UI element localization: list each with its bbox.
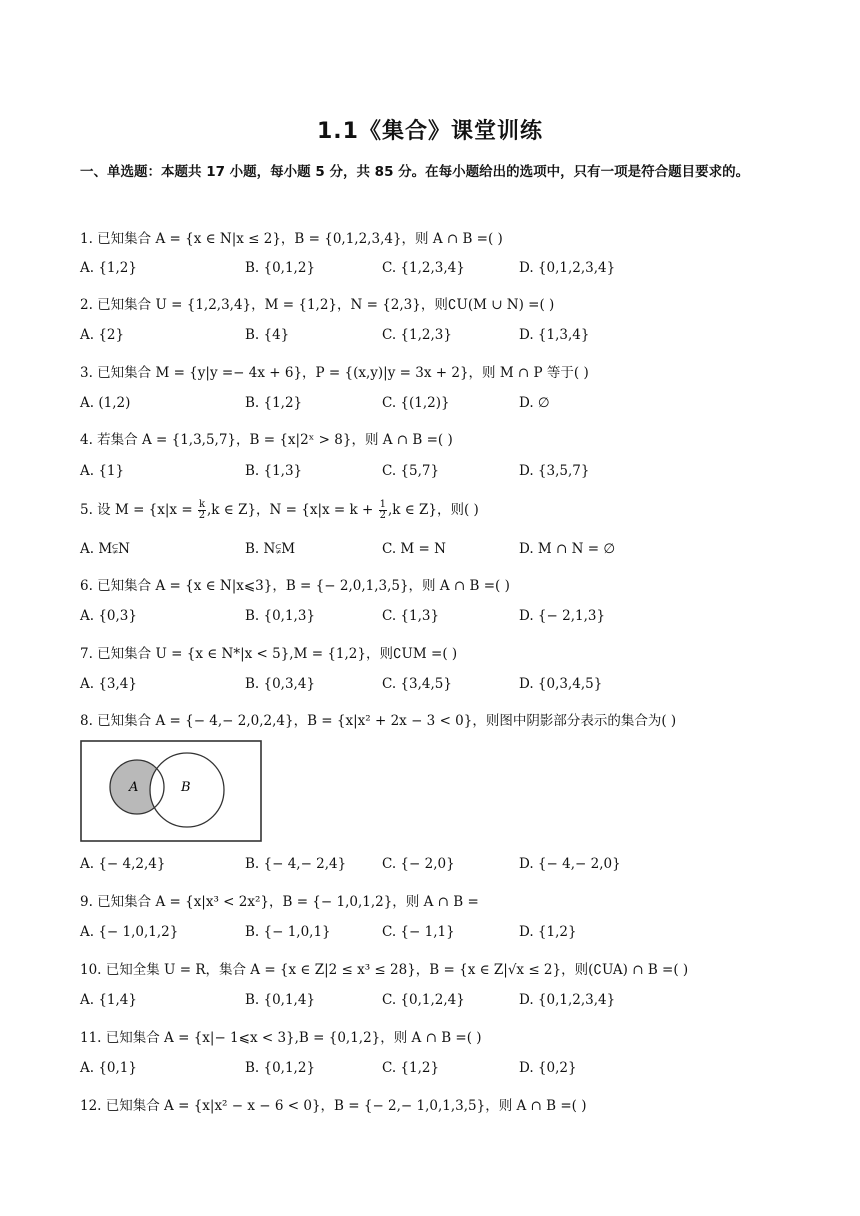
option-b: B. {0,3,4} [245, 676, 316, 692]
option-b: B. {− 1,0,1} [245, 924, 331, 940]
option-d: D. {0,1,2,3,4} [519, 992, 616, 1008]
option-c: C. {0,1,2,4} [382, 992, 465, 1008]
option-b: B. {− 4,− 2,4} [245, 856, 347, 872]
fraction-k-over-2 [198, 500, 206, 521]
question-7-options [80, 676, 780, 696]
set-a-label: A [129, 780, 139, 795]
option-d: D. {1,2} [519, 924, 577, 940]
question-9-stem: 9. 已知集合 A = {x|x³ < 2x²}，B = {− 1,0,1,2}，则 A ∩ B = [80, 894, 479, 910]
fraction-numerator: 1 [379, 499, 386, 510]
option-d: D. {0,2} [519, 1060, 577, 1076]
question-5-stem-after: ,k ∈ Z}，则( ) [387, 502, 479, 518]
question-2-stem: 2. 已知集合 U = {1,2,3,4}，M = {1,2}，N = {2,3}，则∁U(M ∪ N) =( ) [80, 297, 555, 313]
question-9-options [80, 924, 780, 944]
option-b: B. {1,2} [245, 395, 303, 411]
option-d: D. M ∩ N = ∅ [519, 541, 616, 557]
question-6-options [80, 608, 780, 628]
section-intro: 一、单选题：本题共 17 小题，每小题 5 分，共 85 分。在每小题给出的选项中，只有一项是符合题目要求的。 [80, 164, 750, 180]
option-b: B. {0,1,4} [245, 992, 316, 1008]
question-11-stem: 11. 已知集合 A = {x|− 1⩽x < 3},B = {0,1,2}，则 A ∩ B =( ) [80, 1030, 482, 1046]
question-5-options [80, 541, 780, 561]
page-title: 1.1《集合》课堂训练 [317, 119, 543, 144]
option-b: B. {1,3} [245, 463, 303, 479]
option-c: C. {1,3} [382, 608, 440, 624]
option-c: C. {− 1,1} [382, 924, 455, 940]
option-a: A. {− 1,0,1,2} [80, 924, 179, 940]
option-d: D. {1,3,4} [519, 327, 590, 343]
option-b: B. N⫋M [245, 541, 296, 557]
question-5-stem [80, 498, 479, 521]
option-a: A. {0,1} [80, 1060, 137, 1076]
option-c: C. {− 2,0} [382, 856, 455, 872]
option-a: A. {− 4,2,4} [80, 856, 166, 872]
option-d: D. {− 4,− 2,0} [519, 856, 621, 872]
option-b: B. {0,1,2} [245, 260, 316, 276]
option-d: D. {0,1,2,3,4} [519, 260, 616, 276]
option-d: D. ∅ [519, 395, 550, 411]
option-a: A. {1} [80, 463, 125, 479]
question-4-stem: 4. 若集合 A = {1,3,5,7}，B = {x|2ˣ > 8}，则 A ∩ B =( ) [80, 432, 453, 448]
option-a: A. {2} [80, 327, 125, 343]
question-10-stem: 10. 已知全集 U = R，集合 A = {x ∈ Z|2 ≤ x³ ≤ 28}，B = {x ∈ Z|√x ≤ 2}，则(∁UA) ∩ B =( ) [80, 962, 689, 978]
question-2-options [80, 327, 780, 347]
option-a: A. (1,2) [80, 395, 131, 411]
question-3-options [80, 395, 780, 415]
option-b: B. {4} [245, 327, 290, 343]
question-3-stem: 3. 已知集合 M = {y|y =− 4x + 6}，P = {(x,y)|y = 3x + 2}，则 M ∩ P 等于( ) [80, 365, 589, 381]
option-c: C. {5,7} [382, 463, 440, 479]
option-a: A. {1,2} [80, 260, 137, 276]
option-d: D. {0,3,4,5} [519, 676, 603, 692]
option-a: A. {1,4} [80, 992, 137, 1008]
option-a: A. M⫋N [80, 541, 130, 557]
question-12-stem: 12. 已知集合 A = {x|x² − x − 6 < 0}，B = {− 2,− 1,0,1,3,5}，则 A ∩ B =( ) [80, 1098, 587, 1114]
set-b-label: B [181, 780, 191, 795]
question-5-stem-mid: ,k ∈ Z}，N = {x|x = k + [207, 502, 378, 518]
option-c: C. {3,4,5} [382, 676, 452, 692]
fraction-denominator: 2 [198, 510, 206, 521]
question-10-options [80, 992, 780, 1012]
question-8-stem: 8. 已知集合 A = {− 4,− 2,0,2,4}，B = {x|x² + 2x − 3 < 0}，则图中阴影部分表示的集合为( ) [80, 713, 677, 729]
option-a: A. {3,4} [80, 676, 137, 692]
option-c: C. {1,2,3,4} [382, 260, 465, 276]
question-8-options [80, 856, 780, 876]
question-5-stem-before: 5. 设 M = {x|x = [80, 502, 197, 518]
option-c: C. {(1,2)} [382, 395, 450, 411]
venn-diagram [80, 740, 264, 844]
option-c: C. {1,2,3} [382, 327, 452, 343]
fraction-numerator: k [198, 499, 206, 510]
option-a: A. {0,3} [80, 608, 137, 624]
option-d: D. {− 2,1,3} [519, 608, 606, 624]
question-7-stem: 7. 已知集合 U = {x ∈ N*|x < 5},M = {1,2}，则∁UM =( ) [80, 646, 458, 662]
option-c: C. {1,2} [382, 1060, 440, 1076]
option-c: C. M = N [382, 541, 446, 557]
option-b: B. {0,1,2} [245, 1060, 316, 1076]
option-b: B. {0,1,3} [245, 608, 316, 624]
question-11-options [80, 1060, 780, 1080]
question-1-stem: 1. 已知集合 A = {x ∈ N|x ≤ 2}，B = {0,1,2,3,4}，则 A ∩ B =( ) [80, 231, 503, 247]
question-1-options [80, 260, 780, 280]
fraction-denominator: 2 [379, 510, 386, 521]
option-d: D. {3,5,7} [519, 463, 590, 479]
fraction-1-over-2 [379, 500, 387, 521]
question-4-options [80, 463, 780, 483]
question-6-stem: 6. 已知集合 A = {x ∈ N|x⩽3}，B = {− 2,0,1,3,5}，则 A ∩ B =( ) [80, 578, 510, 594]
